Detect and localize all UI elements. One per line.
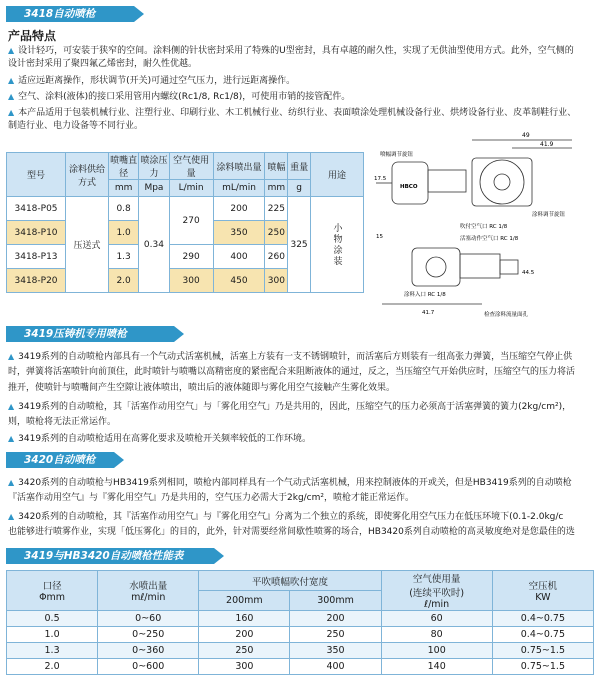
dim-17-5: 17.5 [374,176,387,182]
p3419-line-3: 推开，使喷针与喷嘴间产生空隙让液体喷出，喷出后的液体随即与雾化用空气接触产生雾化效果。 [8,383,396,393]
th-compressor: 空压机 KW [492,571,593,611]
cell: 0~250 [98,627,199,643]
feature-line-4: ▲ 空气、涂料(液体)的接口采用管用内螺纹(Rc1/8, Rc1/8)，可使用市销的接管配件。 [8,92,351,102]
cell: 0.4~0.75 [492,627,593,643]
cell: 0.5 [7,611,98,627]
model-p05: 3418-P05 [7,197,66,221]
label-piston-port: 活塞动作空气口 RC 1/8 [460,236,519,242]
gun-body-side [412,248,460,286]
cell: 200 [290,611,381,627]
model-p13: 3418-P13 [7,245,66,269]
spray-gun-drawing [372,128,594,318]
cell: 200 [199,627,290,643]
unit-lmin: L/min [169,180,213,197]
bullet-icon: ▲ [8,76,15,85]
brand-hbco: HBCO [400,184,418,190]
label-paint-inlet: 涂料入口 RC 1/8 [404,292,446,298]
p3419-line-5: 则，喷枪将无法正常运作。 [8,417,117,427]
nozzle-p10: 1.0 [108,221,138,245]
performance-table [6,570,594,675]
bullet-icon: ▲ [8,108,15,117]
cell: 1.3 [7,643,98,659]
dim-41-7: 41.7 [422,310,435,316]
section-banner-3418: 3418自动喷枪 [6,6,134,22]
section-banner-3420: 3420自动喷枪 [6,452,114,468]
width-p13: 260 [265,245,288,269]
bullet-icon: ▲ [8,478,15,487]
spec-table-3418 [6,152,364,293]
p3419-line-4: ▲ 3419系列的自动喷枪，其「活塞作动用空气」与「雾化用空气」乃是共用的，因此，压缩空气的压力必须高于活塞弹簧的簧力(2kg/cm²)， [8,402,572,412]
dim-41-9: 41.9 [540,141,554,148]
width-p20: 300 [265,269,288,293]
th-water: 水喷出量 mℓ/min [98,571,199,611]
gun-body-top [392,162,428,204]
paint-p10: 350 [213,221,265,245]
section-banner-perf: 3419与HB3420自动喷枪性能表 [6,548,214,564]
cell: 400 [290,659,381,675]
cell: 60 [381,611,492,627]
table-row [7,611,594,627]
gun-head-top [428,170,466,192]
label-air-port: 吹付空气口 RC 1/8 [460,224,508,230]
th-nozzle: 喷嘴直径 [108,153,138,180]
cell: 0~360 [98,643,199,659]
th-weight: 重量 [288,153,311,180]
th-spray-width: 平吹喷幅吹付宽度 [199,571,381,591]
cell: 350 [290,643,381,659]
p3420-line-3: ▲ 3420系列的自动喷枪，其『活塞作动用空气』与『雾化用空气』分离为二个独立的系统，即使雾化用空气压力在低压环境下(0.1-2.0kg/c [8,512,564,522]
feature-line-1: ▲ 设计轻巧，可安装于狭窄的空间。涂料侧的针状密封采用了特殊的U型密封，具有卓越的耐久性，实现了无供油型使用方式。此外，空气侧的 [8,46,574,56]
air-p20: 300 [169,269,213,293]
bullet-icon: ▲ [8,434,15,443]
th-air-use: 空气使用量 (连续平吹时) ℓ/min [381,571,492,611]
cell: 100 [381,643,492,659]
cell: 2.0 [7,659,98,675]
width-p05: 225 [265,197,288,221]
air-p13: 290 [169,245,213,269]
th-300mm: 300mm [290,591,381,611]
cell: 140 [381,659,492,675]
th-200mm: 200mm [199,591,290,611]
paint-p20: 450 [213,269,265,293]
dim-33-7: 15 [376,234,383,240]
nozzle-p13: 1.3 [108,245,138,269]
nozzle-p05: 0.8 [108,197,138,221]
pressure-cell: 0.34 [139,197,169,293]
th-supply: 涂料供给方式 [66,153,109,197]
cell: 0.4~0.75 [492,611,593,627]
p3420-line-4: 也能够进行喷雾作业，实现「低压雾化」的目的，此外，针对需要经常间歇性喷雾的场合，HB3420系列自动喷枪的高灵敏度绝对是您最佳的选 [8,527,575,537]
cell: 250 [290,627,381,643]
paint-p05: 200 [213,197,265,221]
cell: 250 [199,643,290,659]
cell: 300 [199,659,290,675]
cell: 160 [199,611,290,627]
th-air: 空气使用量 [169,153,213,180]
width-p10: 250 [265,221,288,245]
bullet-icon: ▲ [8,46,15,55]
supply-cell: 压送式 [66,197,109,293]
unit-mlmin: mL/min [213,180,265,197]
cell: 0.75~1.5 [492,643,593,659]
bullet-icon: ▲ [8,402,15,411]
air-p05-p10: 270 [169,197,213,245]
unit-mm: mm [108,180,138,197]
model-p20: 3418-P20 [7,269,66,293]
label-pattern-knob: 喷幅调节旋钮 [380,152,414,158]
paint-p13: 400 [213,245,265,269]
bullet-icon: ▲ [8,92,15,101]
p3419-line-6: ▲ 3419系列的自动喷枪适用在高雾化要求及喷枪开关频率较低的工作环境。 [8,434,312,444]
gun-front-view [480,160,524,204]
dim-49: 49 [522,132,530,139]
th-model: 型号 [7,153,66,197]
feature-line-6: 制造行业、电力设备等不同行业。 [8,121,144,131]
th-paint: 涂料喷出量 [213,153,265,180]
cell: 0~600 [98,659,199,675]
section-banner-3419: 3419压铸机专用喷枪 [6,326,174,342]
label-check-window: 检查涂料流量面孔 [484,312,529,318]
unit-g: g [288,180,311,197]
feature-line-3: ▲ 适应远距离操作，形状调节(开关)可通过空气压力，进行远距离操作。 [8,76,296,86]
table-row [7,643,594,659]
bullet-icon: ▲ [8,352,15,361]
use-cell: 小物涂装 [310,197,363,293]
cell: 1.0 [7,627,98,643]
cell: 80 [381,627,492,643]
model-p10: 3418-P10 [7,221,66,245]
feature-line-2: 设计密封采用了聚四氟乙烯密封，耐久性优越。 [8,59,198,69]
th-bore: 口径 Φmm [7,571,98,611]
feature-line-5: ▲ 本产品适用于包装机械行业、注塑行业、印刷行业、木工机械行业、纺织行业、表面喷涂处理机械设备行业、烘烤设备行业、皮革制鞋行业、 [8,108,577,118]
label-paint-knob: 涂料调节旋钮 [532,212,566,218]
nozzle-p20: 2.0 [108,269,138,293]
table-row [7,627,594,643]
th-width: 喷幅 [265,153,288,180]
features-heading: 产品特点 [8,29,57,43]
unit-mpa: Mpa [139,180,169,197]
p3419-line-1: ▲ 3419系列的自动喷枪内部具有一个气动式活塞机械，活塞上方装有一支不锈钢喷针，而活塞后方则装有一组高张力弹簧，当压缩空气停止供 [8,352,573,362]
unit-mm2: mm [265,180,288,197]
p3420-line-1: ▲ 3420系列的自动喷枪与HB3419系列相同，喷枪内部同样具有一个气动式活塞机械，用来控制液体的开或关，但是HB3419系列的自动喷枪 [8,478,572,488]
th-use: 用途 [310,153,363,197]
p3419-line-2: 时，弹簧将活塞喷针向前顶住，此时喷针与喷嘴以高精密度的紧密配合来阻断液体的通过，反之，当压缩空气开始供应时，压缩空气的压力将活 [8,367,576,377]
dim-44-5: 44.5 [522,270,535,276]
th-pressure: 喷涂压力 [139,153,169,180]
weight-cell: 325 [288,197,311,293]
table-row [7,659,594,675]
cell: 0.75~1.5 [492,659,593,675]
p3420-line-2: 『活塞作动用空气』与『雾化用空气』乃是共用的，空气压力必需大于2kg/cm²，喷枪才能正常运作。 [8,493,415,503]
bullet-icon: ▲ [8,512,15,521]
cell: 0~60 [98,611,199,627]
